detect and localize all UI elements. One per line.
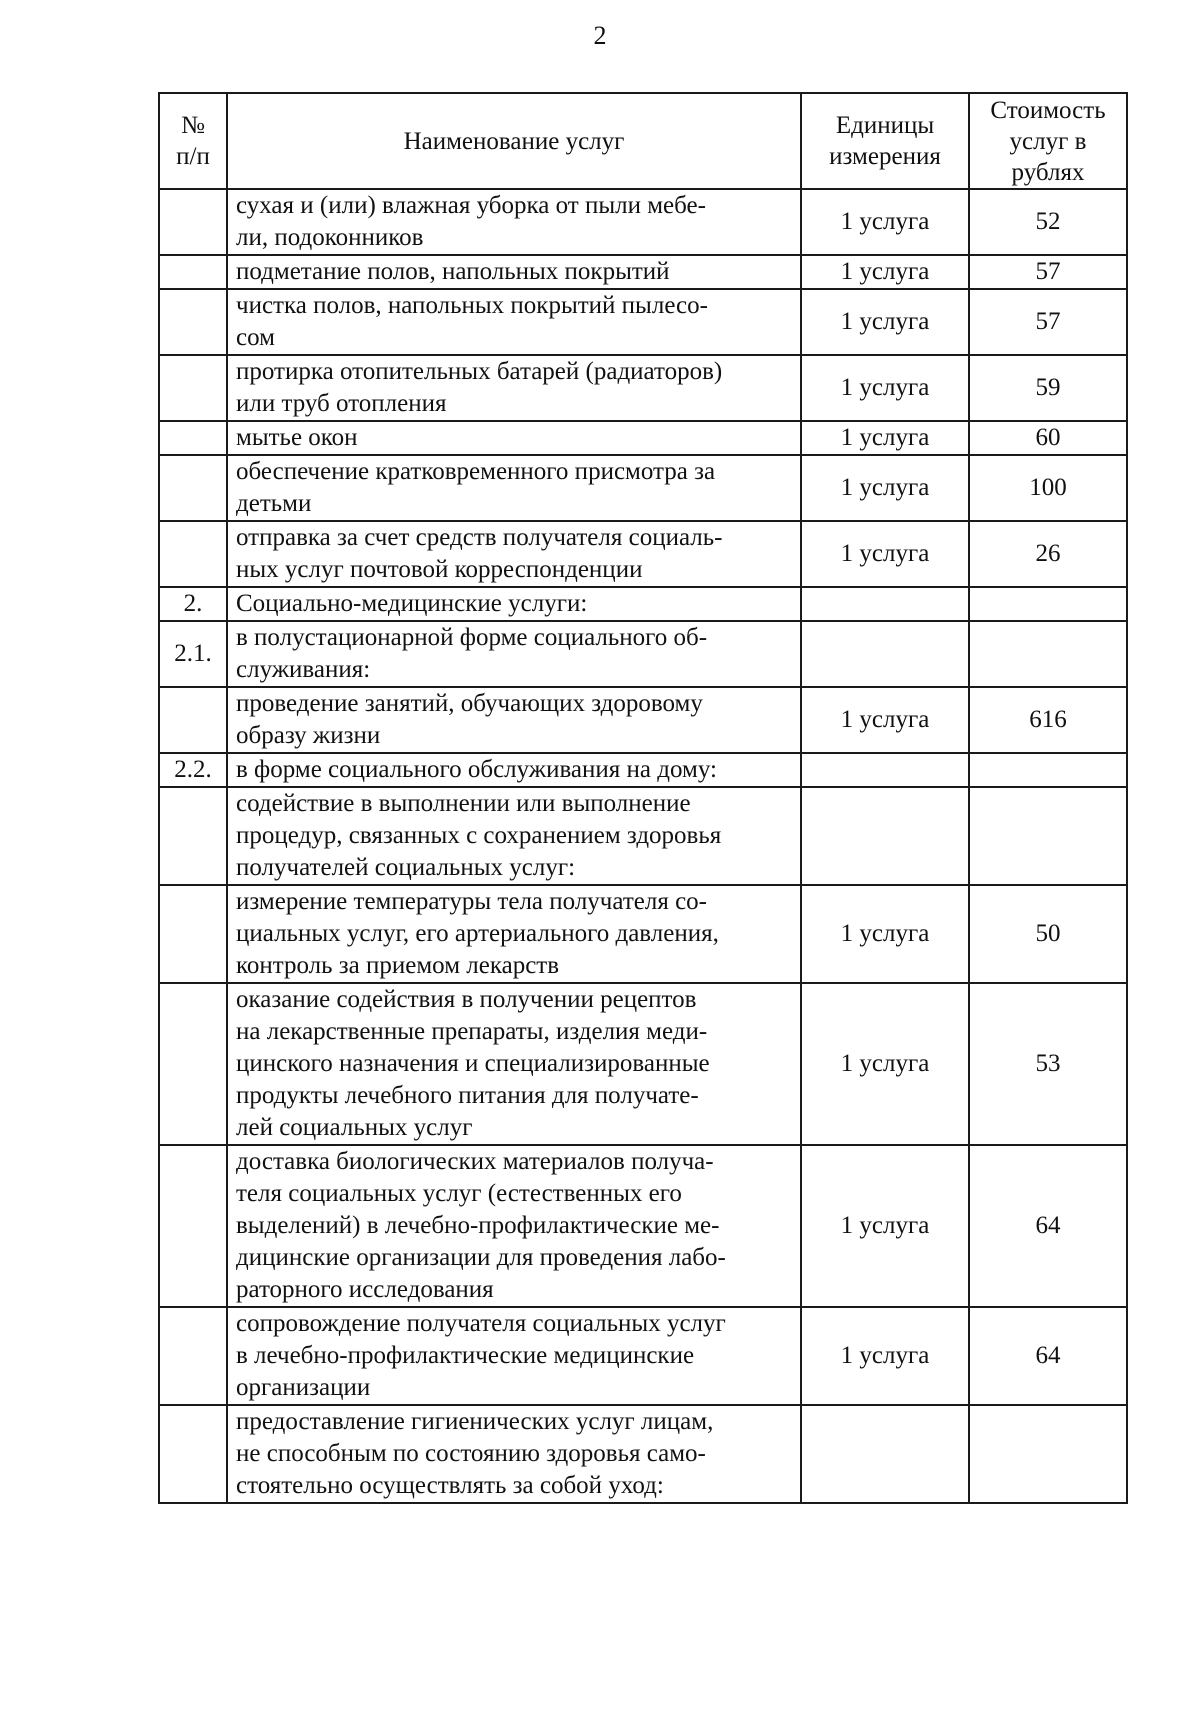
- cell-name-text: сопровождение получателя социальных услуг в лечебно-профилактические медицинские организации: [236, 1310, 726, 1401]
- cell-num: [159, 1405, 227, 1503]
- cell-unit: [801, 421, 969, 455]
- cell-price: [969, 753, 1127, 787]
- cell-price: [969, 621, 1127, 687]
- header-price: [969, 93, 1127, 189]
- table-row: [159, 455, 1127, 521]
- cell-num: [159, 787, 227, 885]
- cell-name: [227, 1405, 801, 1503]
- cell-num: [159, 421, 227, 455]
- cell-num: [159, 521, 227, 587]
- cell-price: [969, 587, 1127, 621]
- cell-unit: [801, 521, 969, 587]
- cell-num: [159, 455, 227, 521]
- table-row: [159, 1307, 1127, 1405]
- table-row: [159, 983, 1127, 1145]
- cell-num: [159, 687, 227, 753]
- cell-name: [227, 189, 801, 255]
- cell-unit: [801, 621, 969, 687]
- cell-unit: [801, 1307, 969, 1405]
- cell-unit-text: 1 услуга: [840, 258, 930, 285]
- cell-name: [227, 355, 801, 421]
- cell-unit: [801, 885, 969, 983]
- table-row: [159, 587, 1127, 621]
- table-row: [159, 787, 1127, 885]
- cell-name-text: проведение занятий, обучающих здоровому образу жизни: [236, 690, 703, 749]
- table-row: [159, 255, 1127, 289]
- cell-price: [969, 885, 1127, 983]
- table-row: [159, 521, 1127, 587]
- cell-name-text: мытье окон: [236, 424, 358, 451]
- cell-name: [227, 687, 801, 753]
- cell-num: [159, 885, 227, 983]
- cell-name: [227, 1307, 801, 1405]
- cell-unit: [801, 1145, 969, 1307]
- cell-num-text: 2.: [183, 590, 203, 617]
- cell-num: [159, 255, 227, 289]
- cell-price-text: 100: [1029, 474, 1067, 501]
- cell-name-text: отправка за счет средств получателя социаль- ных услуг почтовой корреспонденции: [236, 524, 723, 583]
- cell-unit-text: 1 услуга: [840, 540, 930, 567]
- cell-num: [159, 189, 227, 255]
- table-row: [159, 289, 1127, 355]
- cell-unit-text: 1 услуга: [840, 920, 930, 947]
- cell-num: [159, 355, 227, 421]
- header-unit-text: Единицы измерения: [829, 112, 941, 170]
- cell-unit-text: 1 услуга: [840, 1342, 930, 1369]
- cell-name: [227, 455, 801, 521]
- cell-unit: [801, 587, 969, 621]
- table-row: [159, 687, 1127, 753]
- cell-unit-text: 1 услуга: [840, 308, 930, 335]
- cell-name: [227, 621, 801, 687]
- cell-num: [159, 1145, 227, 1307]
- table-row: [159, 1405, 1127, 1503]
- cell-name: [227, 521, 801, 587]
- cell-unit-text: 1 услуга: [840, 208, 930, 235]
- cell-num: [159, 621, 227, 687]
- table-row: [159, 885, 1127, 983]
- cell-unit: [801, 455, 969, 521]
- cell-price: [969, 189, 1127, 255]
- cell-name: [227, 1145, 801, 1307]
- cell-unit-text: 1 услуга: [840, 374, 930, 401]
- table-body: [159, 189, 1127, 1503]
- header-num: [159, 93, 227, 189]
- table-row: [159, 621, 1127, 687]
- cell-name-text: подметание полов, напольных покрытий: [236, 258, 670, 285]
- cell-name: [227, 885, 801, 983]
- page-number: 2: [593, 21, 607, 50]
- cell-num-text: 2.2.: [174, 756, 212, 783]
- cell-price-text: 64: [1035, 1342, 1061, 1369]
- cell-name-text: в форме социального обслуживания на дому:: [236, 756, 717, 783]
- cell-name-text: чистка полов, напольных покрытий пылесо- сом: [236, 292, 708, 351]
- cell-price-text: 616: [1029, 706, 1067, 733]
- cell-name-text: Социально-медицинские услуги:: [236, 590, 588, 617]
- cell-price: [969, 983, 1127, 1145]
- cell-name-text: доставка биологических материалов получа- теля социальных услуг (естественных его выделений) в лечебно-профилактические ме- дицинские организации для проведения лабо- раторного исследования: [236, 1148, 726, 1303]
- cell-price: [969, 421, 1127, 455]
- cell-unit: [801, 189, 969, 255]
- table-row: [159, 421, 1127, 455]
- cell-price-text: 64: [1035, 1212, 1061, 1239]
- header-price-text: Стоимость услуг в рублях: [990, 96, 1106, 186]
- cell-name-text: содействие в выполнении или выполнение процедур, связанных с сохранением здоровья получателей социальных услуг:: [236, 790, 722, 881]
- cell-name-text: измерение температуры тела получателя со- циальных услуг, его артериального давления, контроль за приемом лекарств: [236, 888, 719, 979]
- cell-unit: [801, 355, 969, 421]
- cell-price: [969, 289, 1127, 355]
- cell-unit: [801, 255, 969, 289]
- header-name: [227, 93, 801, 189]
- cell-name-text: в полустационарной форме социального об- служивания:: [236, 624, 708, 683]
- header-unit: [801, 93, 969, 189]
- table-row: [159, 753, 1127, 787]
- cell-price: [969, 787, 1127, 885]
- cell-num-text: 2.1.: [174, 640, 212, 667]
- cell-price-text: 57: [1035, 308, 1061, 335]
- cell-name-text: предоставление гигиенических услуг лицам, не способным по состоянию здоровья само- стоятельно осуществлять за собой уход:: [236, 1408, 714, 1499]
- header-name-text: Наименование услуг: [403, 127, 625, 155]
- cell-name-text: обеспечение кратковременного присмотра за детьми: [236, 458, 716, 517]
- table-header-row: [159, 93, 1127, 189]
- cell-unit: [801, 289, 969, 355]
- cell-name-text: сухая и (или) влажная уборка от пыли мебе- ли, подоконников: [236, 192, 706, 251]
- cell-unit-text: 1 услуга: [840, 1050, 930, 1077]
- cell-name-text: оказание содействия в получении рецептов на лекарственные препараты, изделия меди- цинского назначения и специализированные продукты лечебного питания для получате- лей социальных услуг: [236, 986, 710, 1141]
- cell-price: [969, 255, 1127, 289]
- cell-num: [159, 983, 227, 1145]
- cell-price: [969, 355, 1127, 421]
- cell-price-text: 59: [1035, 374, 1061, 401]
- cell-price: [969, 521, 1127, 587]
- cell-price-text: 60: [1035, 424, 1061, 451]
- cell-name-text: протирка отопительных батарей (радиаторов) или труб отопления: [236, 358, 723, 417]
- cell-price: [969, 1405, 1127, 1503]
- cell-price-text: 57: [1035, 258, 1061, 285]
- cell-num: [159, 587, 227, 621]
- cell-num: [159, 1307, 227, 1405]
- cell-unit: [801, 753, 969, 787]
- cell-price-text: 50: [1035, 920, 1061, 947]
- cell-name: [227, 587, 801, 621]
- cell-name: [227, 983, 801, 1145]
- cell-unit-text: 1 услуга: [840, 424, 930, 451]
- cell-unit: [801, 983, 969, 1145]
- header-num-text: № п/п: [176, 112, 210, 170]
- cell-unit-text: 1 услуга: [840, 706, 930, 733]
- table-row: [159, 355, 1127, 421]
- cell-price: [969, 1145, 1127, 1307]
- cell-name: [227, 289, 801, 355]
- cell-unit: [801, 787, 969, 885]
- table-row: [159, 1145, 1127, 1307]
- cell-num: [159, 289, 227, 355]
- cell-name: [227, 421, 801, 455]
- cell-num: [159, 753, 227, 787]
- cell-price: [969, 455, 1127, 521]
- cell-price: [969, 687, 1127, 753]
- cell-name: [227, 753, 801, 787]
- cell-price-text: 53: [1035, 1050, 1061, 1077]
- services-table: [158, 92, 1128, 1504]
- cell-unit-text: 1 услуга: [840, 1212, 930, 1239]
- cell-unit: [801, 1405, 969, 1503]
- cell-name: [227, 787, 801, 885]
- cell-unit: [801, 687, 969, 753]
- cell-price: [969, 1307, 1127, 1405]
- table-row: [159, 189, 1127, 255]
- cell-name: [227, 255, 801, 289]
- cell-unit-text: 1 услуга: [840, 474, 930, 501]
- cell-price-text: 52: [1035, 208, 1061, 235]
- cell-price-text: 26: [1035, 540, 1061, 567]
